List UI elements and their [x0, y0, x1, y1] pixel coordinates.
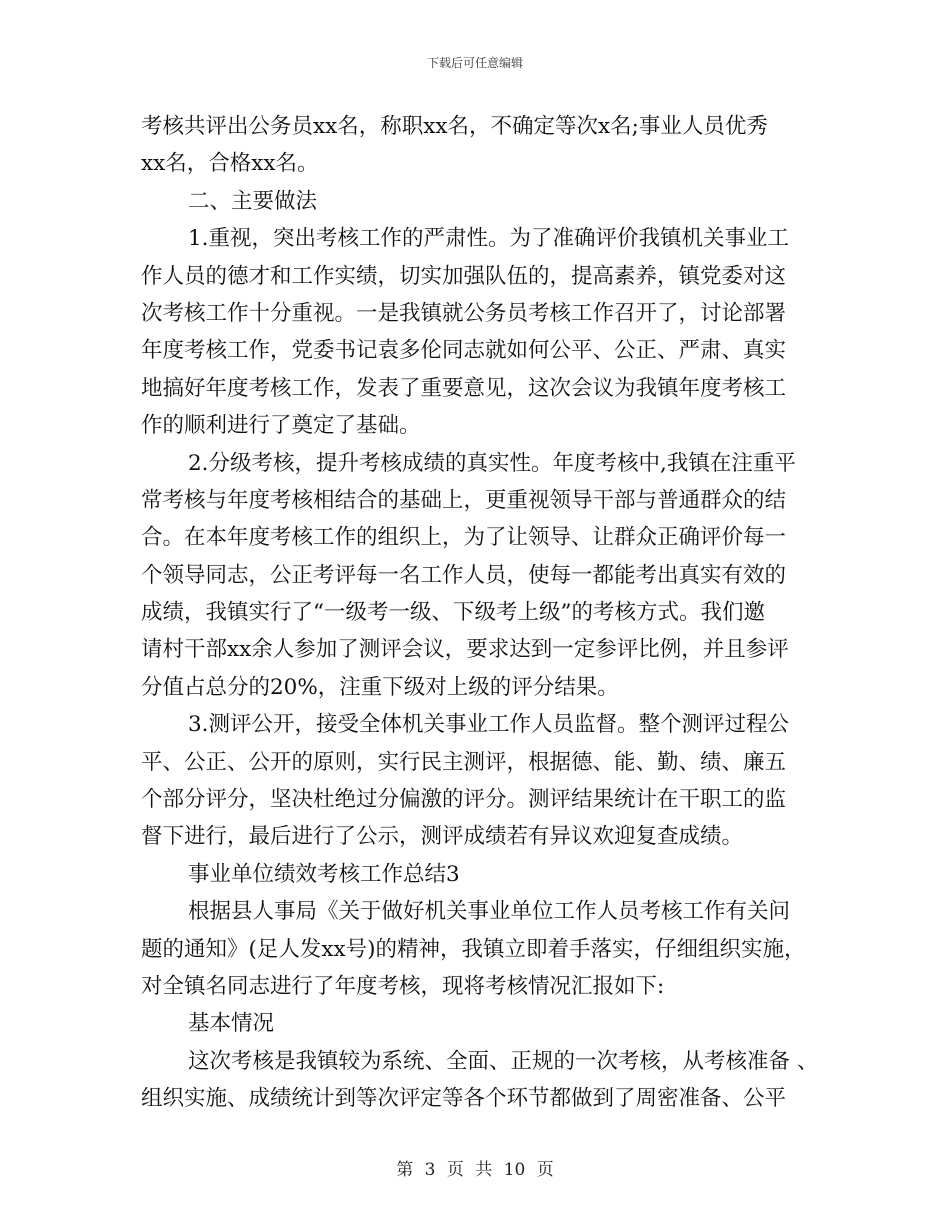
text-line: 二、主要做法: [188, 188, 318, 214]
text-line: 1.重视，突出考核工作的严肃性。为了准确评价我镇机关事业工: [188, 226, 790, 252]
text-line: 督下进行，最后进行了公示，测评成绩若有异议欢迎复查成绩。: [141, 824, 744, 850]
text-line: 地搞好年度考核工作，发表了重要意见，这次会议为我镇年度考核工: [141, 375, 787, 401]
text-line: 请村干部xx余人参加了测评会议，要求达到一定参评比例，并且参评: [141, 637, 789, 663]
text-line: 题的通知》(足人发xx号)的精神，我镇立即着手落实，仔细组织实施，: [141, 936, 806, 962]
text-line: 作人员的德才和工作实绩，切实加强队伍的，提高素养，镇党委对这: [141, 263, 787, 289]
text-line: 个领导同志，公正考评每一名工作人员，使每一都能考出真实有效的: [141, 562, 787, 588]
text-line: 常考核与年度考核相结合的基础上，更重视领导干部与普通群众的结: [141, 487, 787, 513]
text-line: 作的顺利进行了奠定了基础。: [141, 413, 421, 439]
text-line: 次考核工作十分重视。一是我镇就公务员考核工作召开了，讨论部署: [141, 300, 787, 326]
text-line: 合。在本年度考核工作的组织上，为了让领导、让群众正确评价每一: [141, 525, 787, 551]
text-line: 年度考核工作，党委书记袁多伦同志就如何公平、公正、严肃、真实: [141, 338, 787, 364]
text-line: 对全镇名同志进行了年度考核，现将考核情况汇报如下:: [141, 973, 665, 999]
text-line: 组织实施、成绩统计到等次评定等各个环节都做到了周密准备、公平: [141, 1086, 787, 1112]
text-line: 个部分评分，坚决杜绝过分偏激的评分。测评结果统计在干职工的监: [141, 787, 787, 813]
text-line: 分值占总分的20%，注重下级对上级的评分结果。: [141, 674, 619, 700]
text-line: xx名，合格xx名。: [141, 151, 319, 177]
text-line: 事业单位绩效考核工作总结3: [188, 861, 460, 887]
text-line: 考核共评出公务员xx名，称职xx名，不确定等次x名;事业人员优秀: [141, 114, 768, 139]
page-footer: 第 3 页 共 10 页: [396, 1160, 554, 1180]
text-line: 根据县人事局《关于做好机关事业单位工作人员考核工作有关问: [188, 899, 791, 925]
page-header: 下载后可任意编辑: [426, 56, 523, 70]
text-line: 3.测评公开，接受全体机关事业工作人员监督。整个测评过程公: [188, 712, 790, 738]
text-line: 2.分级考核，提升考核成绩的真实性。年度考核中,我镇在注重平: [188, 450, 796, 476]
text-line: 这次考核是我镇较为系统、全面、正规的一次考核，从考核准备 、: [188, 1048, 819, 1074]
text-line: 平、公正、公开的原则，实行民主测评，根据德、能、勤、绩、廉五: [141, 749, 787, 775]
text-line: 基本情况: [188, 1011, 275, 1037]
text-line: 成绩，我镇实行了“一级考一级、下级考上级”的考核方式。我们邀: [141, 600, 765, 626]
document-body: [141, 108, 841, 1118]
